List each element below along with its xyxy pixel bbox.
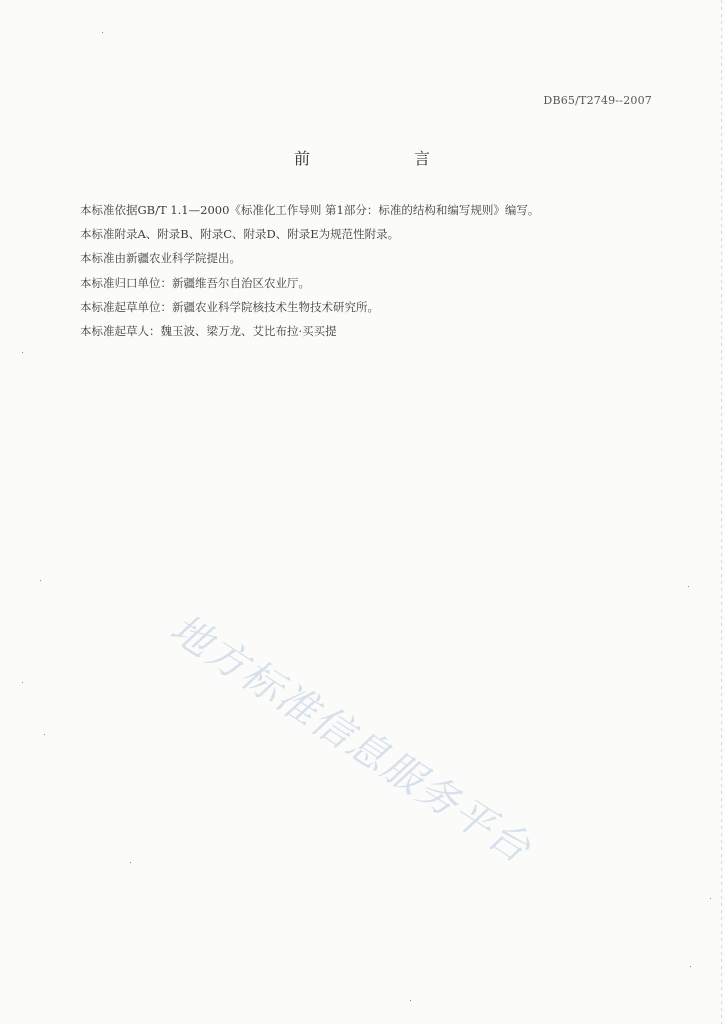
foreword-line-appendix: 本标准附录A、附录B、附录C、附录D、附录E为规范性附录。: [80, 227, 400, 242]
foreword-line-proposer: 本标准由新疆农业科学院提出。: [80, 251, 241, 266]
scan-speck: [102, 32, 103, 33]
scan-speck: [22, 352, 23, 353]
scan-speck: [410, 1000, 411, 1001]
foreword-line-drafters: 本标准起草人：魏玉波、梁万龙、艾比布拉·买买提: [80, 324, 337, 339]
scan-speck: [40, 580, 41, 581]
scan-speck: [688, 586, 689, 587]
watermark-text: 地方标准信息服务平台: [162, 605, 540, 873]
scan-speck: [710, 898, 711, 899]
foreword-body: [80, 198, 660, 343]
foreword-line-drafting-unit: 本标准起草单位：新疆农业科学院核技术生物技术研究所。: [80, 299, 379, 314]
document-code: DB65/T2749--2007: [543, 94, 652, 107]
foreword-title: 前 言: [293, 149, 474, 168]
scan-speck: [690, 966, 691, 967]
scan-speck: [22, 682, 23, 683]
foreword-line-administrator: 本标准归口单位：新疆维吾尔自治区农业厅。: [80, 275, 310, 290]
foreword-line-basis: 本标准依据GB/T 1.1—2000《标准化工作导则 第1部分：标准的结构和编写规则》编写。: [80, 203, 540, 217]
scan-speck: [130, 862, 131, 863]
scan-speck: [44, 734, 45, 735]
scan-edge-artifact: [721, 0, 722, 1024]
